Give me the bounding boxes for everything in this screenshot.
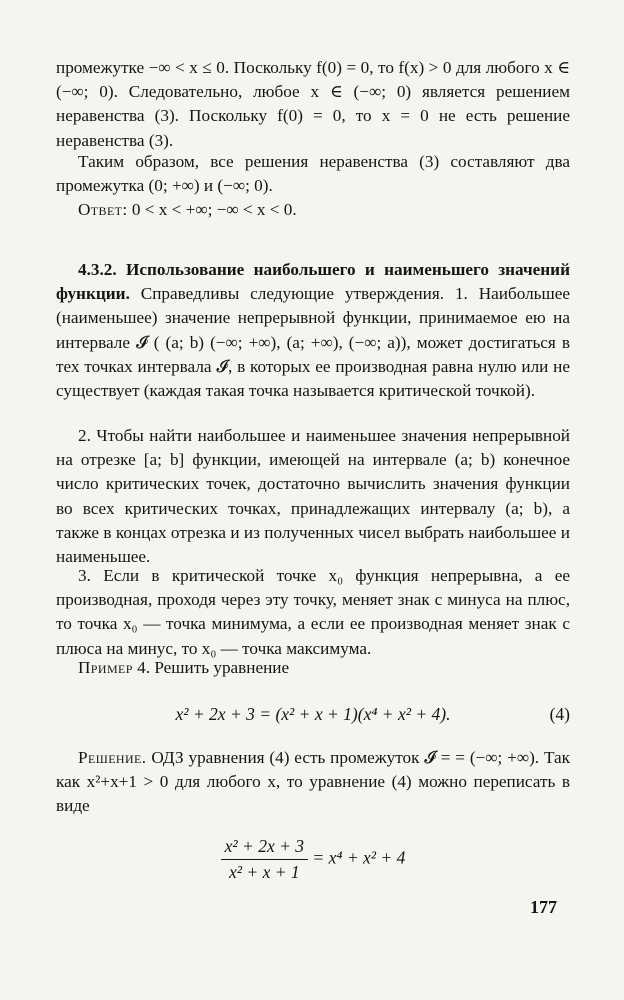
paragraph-conclusion bbox=[56, 150, 570, 198]
example-line bbox=[56, 656, 570, 680]
fraction-denominator: x² + x + 1 bbox=[229, 862, 300, 882]
solution-label: Решение. bbox=[78, 748, 147, 767]
section-text: Справедливы следующие утверждения. 1. Наибольшее (наименьшее) значение непрерывной функции, принимаемое ею на интервале 𝓘 ( (a; b) (−∞; +∞), (a; +∞), (−∞; a)), может достигаться в тех точках интервала 𝓘, в которых ее производная равна нулю или не существует (каждая такая точка называется критической точкой). bbox=[56, 284, 570, 401]
example-text: 4. Решить уравнение bbox=[132, 658, 290, 677]
paragraph-text: Таким образом, все решения неравенства (3) составляют два промежутка (0; +∞) и (−∞; 0). bbox=[56, 152, 570, 196]
solution-paragraph bbox=[56, 746, 570, 819]
answer-line bbox=[56, 198, 570, 222]
equation-rewritten bbox=[56, 836, 570, 883]
paragraph-item-2 bbox=[56, 424, 570, 569]
paragraph-text: 3. Если в критической точке x₀ функция непрерывна, а ее производная, проходя через эту точку, меняет знак с минуса на плюс, то точка x₀ — точка минимума, а если ее производная меняет знак с плюса на минус, то x₀ — точка максимума. bbox=[56, 566, 570, 658]
equation-number: (4) bbox=[549, 704, 570, 724]
paragraph-text: 2. Чтобы найти наибольшее и наименьшее значения непрерывной на отрезке [a; b] функции, имеющей на интервале (a; b) конечное число критических точек, достаточно вычислить значения функции во всех критических точках, принадлежащих интервалу (a; b), а также в концах отрезка и из полученных чисел выбрать наибольшее и наименьшее. bbox=[56, 426, 570, 567]
fraction-numerator: x² + 2x + 3 bbox=[221, 836, 308, 860]
equation-rhs: = x⁴ + x² + 4 bbox=[312, 847, 406, 868]
section-heading: 4.3.2. Использование наибольшего и наименьшего значений функции. bbox=[56, 260, 570, 304]
page-number: 177 bbox=[530, 897, 557, 917]
answer-label: Ответ: bbox=[78, 200, 128, 219]
paragraph-continuation bbox=[56, 56, 570, 153]
paragraph-item-3 bbox=[56, 564, 570, 661]
section-4-3-2 bbox=[56, 258, 570, 403]
paragraph-text: промежутке −∞ < x ≤ 0. Поскольку f(0) = 0, то f(x) > 0 для любого x ∈ (−∞; 0). Следовательно, любое x ∈ (−∞; 0) является решением неравенства (3). Поскольку f(0) = 0, то x = 0 не есть решение неравенства (3). bbox=[56, 58, 570, 150]
equation-expression: x² + 2x + 3 = (x² + x + 1)(x⁴ + x² + 4). bbox=[175, 704, 451, 724]
answer-text: 0 < x < +∞; −∞ < x < 0. bbox=[127, 200, 297, 219]
solution-text: ОДЗ уравнения (4) есть промежуток 𝓘 = = (−∞; +∞). Так как x²+x+1 > 0 для любого x, то уравнение (4) можно переписать в виде bbox=[56, 748, 570, 816]
example-label: Пример bbox=[78, 658, 133, 677]
equation-4 bbox=[56, 704, 570, 725]
fraction bbox=[221, 836, 308, 883]
